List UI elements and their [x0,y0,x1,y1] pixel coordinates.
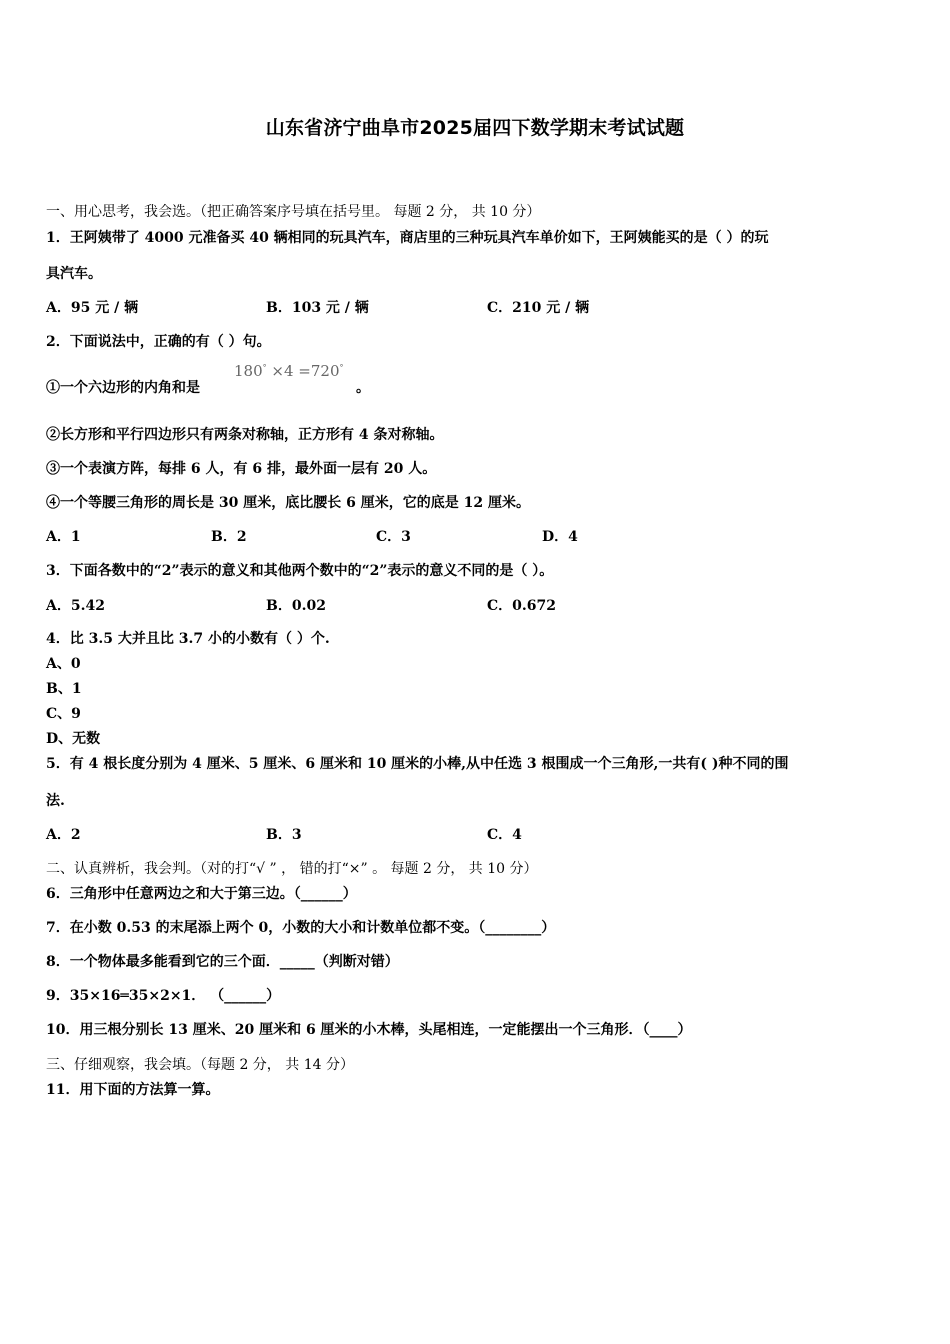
q2-option-c: C．3 [376,529,411,545]
q2-statement-3: ③一个表演方阵，每排 6 人，有 6 排，最外面一层有 20 人。 [46,461,437,477]
q2-statement-1-suffix: 。 [356,380,370,396]
page-title: 山东省济宁曲阜市2025届四下数学期末考试试题 [265,117,685,139]
q5-option-b: B．3 [266,827,302,843]
section-1-header: 一、用心思考，我会选。（把正确答案序号填在括号里。 每题 2 分， 共 10 分） [46,204,541,220]
q4-stem: 4．比 3.5 大并且比 3.7 小的小数有（ ）个. [46,631,330,647]
q9-stem: 9．35×16═35×2×1． （______） [46,988,281,1004]
q5-option-c: C．4 [487,827,522,843]
q3-option-b: B．0.02 [266,598,326,614]
q1-option-a: A．95 元 / 辆 [46,300,139,316]
q2-statement-1-formula: 180° ×4 =720° [234,362,344,380]
q4-option-b: B、1 [46,681,82,697]
q10-stem: 10．用三根分别长 13 厘米、20 厘米和 6 厘米的小木棒，头尾相连，一定能摆出一个三角形．（____） [46,1022,692,1038]
q2-stem: 2．下面说法中，正确的有（ ）句。 [46,334,271,350]
section-3-header: 三、仔细观察，我会填。（每题 2 分， 共 14 分） [46,1057,354,1073]
q2-option-a: A．1 [46,529,81,545]
q4-option-c: C、9 [46,706,81,722]
q3-option-c: C．0.672 [487,598,556,614]
section-2-header: 二、认真辨析，我会判。（对的打“√ ” ， 错的打“×” 。 每题 2 分， 共 10 分） [46,861,538,877]
q11-stem: 11．用下面的方法算一算。 [46,1082,220,1098]
q2-option-d: D．4 [542,529,578,545]
q3-option-a: A．5.42 [46,598,105,614]
q6-stem: 6．三角形中任意两边之和大于第三边。（______） [46,886,357,902]
q4-option-a: A、0 [46,656,81,672]
q3-stem: 3．下面各数中的“2”表示的意义和其他两个数中的“2”表示的意义不同的是（ ）。 [46,563,554,579]
q1-stem-line2: 具汽车。 [46,266,102,282]
q5-stem-line1: 5．有 4 根长度分别为 4 厘米、5 厘米、6 厘米和 10 厘米的小棒,从中任选 3 根围成一个三角形,一共有( )种不同的围 [46,756,789,772]
q7-stem: 7．在小数 0.53 的末尾添上两个 0，小数的大小和计数单位都不变。（________） [46,920,556,936]
q2-statement-2: ②长方形和平行四边形只有两条对称轴，正方形有 4 条对称轴。 [46,427,444,443]
q2-option-b: B．2 [211,529,247,545]
q2-statement-1-prefix: ①一个六边形的内角和是 [46,380,200,396]
q5-stem-line2: 法. [46,793,65,809]
q5-option-a: A．2 [46,827,81,843]
q1-stem-line1: 1．王阿姨带了 4000 元准备买 40 辆相同的玩具汽车，商店里的三种玩具汽车单价如下，王阿姨能买的是（ ）的玩 [46,230,769,246]
q1-option-b: B．103 元 / 辆 [266,300,369,316]
q1-option-c: C．210 元 / 辆 [487,300,590,316]
q8-stem: 8．一个物体最多能看到它的三个面．_____（判断对错） [46,954,399,970]
q2-statement-4: ④一个等腰三角形的周长是 30 厘米，底比腰长 6 厘米，它的底是 12 厘米。 [46,495,530,511]
q4-option-d: D、无数 [46,731,101,747]
